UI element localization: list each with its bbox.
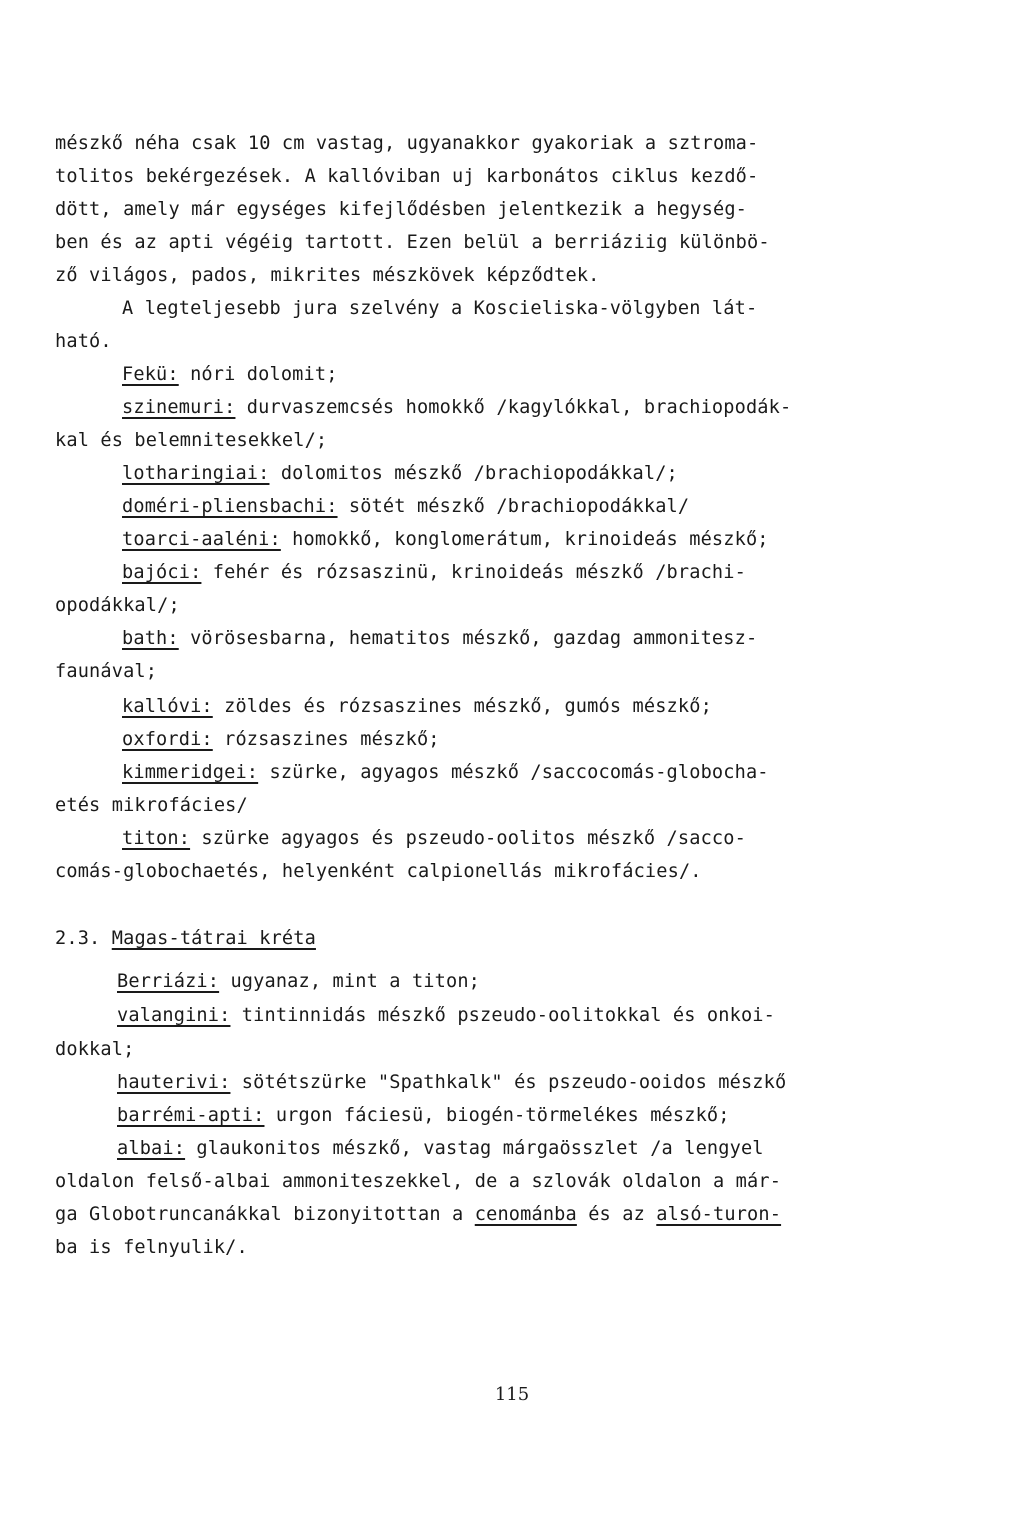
- stage-term: barrémi-apti:: [117, 1105, 265, 1126]
- list-item-continuation: dokkal;: [55, 1039, 135, 1060]
- stage-description: szürke agyagos és pszeudo-oolitos mészkő /sacco-: [190, 828, 746, 849]
- stage-description: nóri dolomit;: [178, 364, 338, 385]
- stage-description: tintinnidás mészkő pszeudo-oolitokkal és onkoi-: [230, 1005, 775, 1026]
- body-text-line: ben és az apti végéig tartott. Ezen belül a berriáziig különbö-: [55, 232, 770, 253]
- stage-description: homokkő, konglomerátum, krinoideás mészkő;: [280, 529, 769, 550]
- stage-term: valangini:: [117, 1005, 231, 1026]
- list-item-continuation: faunával;: [55, 661, 158, 682]
- underlined-term: alsó-turon-: [656, 1204, 782, 1225]
- list-item: [117, 1071, 786, 1095]
- list-item: [122, 695, 712, 719]
- body-text-line: dött, amely már egységes kifejlődésben jelentkezik a hegység-: [55, 199, 748, 220]
- list-item-continuation: ba is felnyulik/.: [55, 1237, 248, 1258]
- list-item-continuation: etés mikrofácies/: [55, 795, 248, 816]
- text-segment: és az: [576, 1204, 657, 1225]
- body-text-line: ző világos, pados, mikrites mészkövek képződtek.: [55, 265, 600, 286]
- page-number: 115: [494, 1384, 530, 1405]
- stage-description: sötétszürke "Spathkalk" és pszeudo-ooidos mészkő: [230, 1072, 787, 1093]
- section-title: Magas-tátrai kréta: [111, 928, 316, 949]
- stage-description: rózsaszines mészkő;: [212, 729, 440, 750]
- body-text-line: A legteljesebb jura szelvény a Koscieliska-völgyben lát-: [122, 298, 758, 319]
- stage-term: oxfordi:: [122, 729, 213, 750]
- list-item: [122, 495, 689, 519]
- stage-description: urgon fáciesü, biogén-törmelékes mészkő;: [264, 1105, 730, 1126]
- stage-description: vörösesbarna, hematitos mészkő, gazdag ammonitesz-: [178, 628, 758, 649]
- stage-term: toarci-aaléni:: [122, 529, 281, 550]
- stage-term: titon:: [122, 828, 191, 849]
- stage-term: szinemuri:: [122, 397, 236, 418]
- list-item: [122, 363, 338, 387]
- stage-term: kallóvi:: [122, 696, 213, 717]
- stage-description: durvaszemcsés homokkő /kagylókkal, brachiopodák-: [235, 397, 792, 418]
- list-item: [117, 1137, 764, 1161]
- stage-term: Berriázi:: [117, 971, 220, 992]
- stage-description: glaukonitos mészkő, vastag márgaösszlet /a lengyel: [185, 1138, 764, 1159]
- stage-description: sötét mészkő /brachiopodákkal/: [337, 496, 690, 517]
- stage-description: fehér és rózsaszinü, krinoideás mészkő /brachi-: [201, 562, 746, 583]
- list-item-continuation: opodákkal/;: [55, 595, 180, 616]
- underlined-term: cenománba: [474, 1204, 577, 1225]
- stage-term: lotharingiai:: [122, 463, 270, 484]
- list-item: [122, 728, 440, 752]
- list-item: [117, 1004, 775, 1028]
- list-item-continuation: comás-globochaetés, helyenként calpionellás mikrofácies/.: [55, 861, 702, 882]
- list-item: [122, 528, 769, 552]
- stage-description: ugyanaz, mint a titon;: [219, 971, 481, 992]
- stage-term: kimmeridgei:: [122, 762, 259, 783]
- list-item-continuation: kal és belemnitesekkel/;: [55, 430, 328, 451]
- section-number: 2.3.: [55, 928, 101, 949]
- stage-term: bajóci:: [122, 562, 202, 583]
- list-item: [122, 462, 678, 486]
- stage-term: doméri-pliensbachi:: [122, 496, 338, 517]
- list-item: [122, 761, 769, 785]
- body-text-line: mészkő néha csak 10 cm vastag, ugyanakkor gyakoriak a sztroma-: [55, 133, 759, 154]
- list-item: [122, 627, 757, 651]
- text-segment: ga Globotruncanákkal bizonyitottan a: [55, 1204, 475, 1225]
- list-item-continuation: [55, 1203, 781, 1227]
- list-item: [122, 396, 791, 420]
- list-item: [117, 1104, 730, 1128]
- list-item: [122, 827, 746, 851]
- stage-term: albai:: [117, 1138, 186, 1159]
- stage-term: hauterivi:: [117, 1072, 231, 1093]
- list-item: [117, 970, 480, 994]
- stage-term: bath:: [122, 628, 179, 649]
- body-text-line: tolitos bekérgezések. A kallóviban uj karbonátos ciklus kezdő-: [55, 166, 759, 187]
- stage-term: Fekü:: [122, 364, 179, 385]
- stage-description: szürke, agyagos mészkő /saccocomás-globocha-: [258, 762, 769, 783]
- list-item-continuation: oldalon felső-albai ammoniteszekkel, de a szlovák oldalon a már-: [55, 1171, 782, 1192]
- list-item: [122, 561, 746, 585]
- section-heading: [55, 927, 316, 951]
- body-text-line: ható.: [55, 331, 112, 352]
- stage-description: dolomitos mészkő /brachiopodákkal/;: [269, 463, 678, 484]
- stage-description: zöldes és rózsaszines mészkő, gumós mészkő;: [212, 696, 712, 717]
